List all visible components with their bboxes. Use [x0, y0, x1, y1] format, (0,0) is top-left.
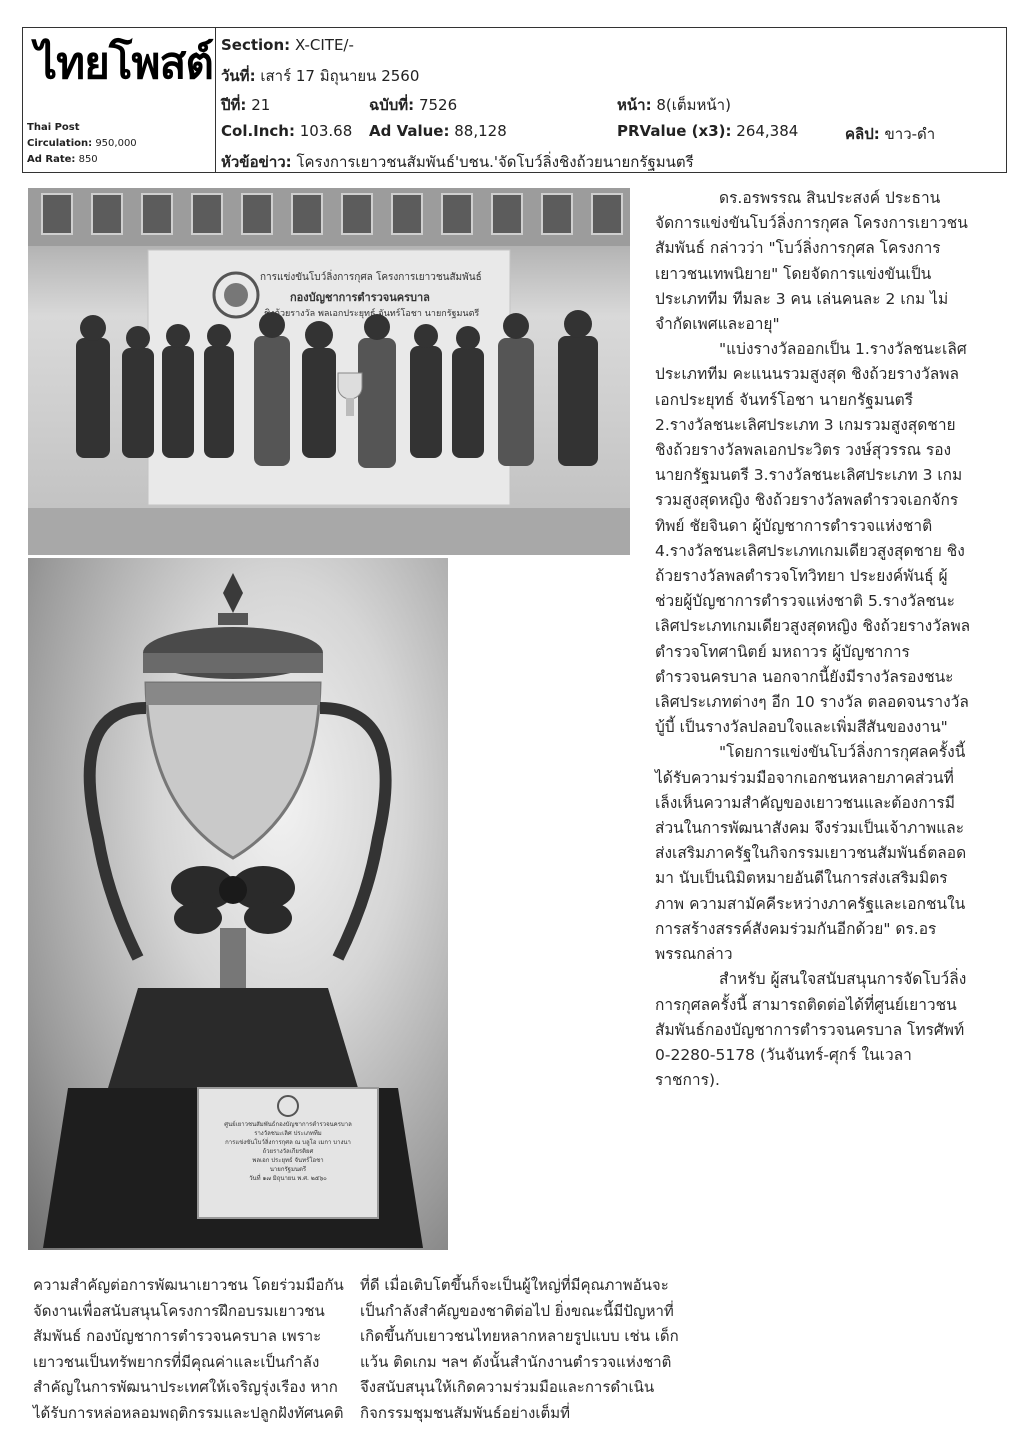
- article-paragraph: ที่ดี เมื่อเติบโตขึ้นก็จะเป็นผู้ใหญ่ที่มีคุณภาพอันจะเป็นกำลังสำคัญของชาติต่อไป ยิ่งขณะนี้มีปัญหาที่เกิดขึ้นกับเยาวชนไทยหลากหลายรูปแบบ เช่น เด็กแว้น ติดเกม ฯลฯ ดังนั้นสำนักงานตำรวจแห่งชาติจึงสนับสนุนให้เกิดความร่วมมือและการดำเนินกิจกรรมชุมชนสัมพันธ์อย่างเต็มที่: [360, 1276, 679, 1422]
- plaque-line-7: วันที่ ๑๗ มิถุนายน พ.ศ. ๒๕๖๐: [249, 1175, 327, 1182]
- date-label: วันที่:: [221, 67, 256, 85]
- circulation-label: Circulation:: [27, 138, 93, 149]
- year-label: ปีที่:: [221, 96, 247, 114]
- colinch-label: Col.Inch:: [221, 122, 295, 140]
- plaque-line-5: พลเอก ประยุทธ์ จันทร์โอชา: [252, 1157, 324, 1164]
- newspaper-logo: ไทยโพสต์: [35, 38, 213, 89]
- ad-rate-value: 850: [78, 154, 98, 165]
- prvalue-label: PRValue (x3):: [617, 122, 732, 140]
- clipping-metadata: [221, 34, 1006, 172]
- clip-label: คลิป:: [845, 125, 880, 143]
- headline-value: โครงการเยาวชนสัมพันธ์'บชน.'จัดโบว์ลิ่งชิงถ้วยนายกรัฐมนตรี: [296, 153, 694, 171]
- headline-row: [221, 150, 694, 174]
- article-bottom-left: [33, 1273, 345, 1426]
- advalue-value: 88,128: [454, 122, 507, 140]
- date-value: เสาร์ 17 มิถุนายน 2560: [260, 67, 420, 85]
- plaque-line-2: รางวัลชนะเลิศ ประเภททีม: [254, 1130, 322, 1137]
- banner-line-1: การแข่งขันโบว์ลิ่งการกุศล โครงการเยาวชนสัมพันธ์: [260, 272, 482, 283]
- banner-line-2: กองบัญชาการตำรวจนครบาล: [290, 291, 430, 304]
- ad-rate-label: Ad Rate:: [27, 154, 76, 165]
- article-paragraph: สำหรับ ผู้สนใจสนับสนุนการจัดโบว์ลิ่งการกุศลครั้งนี้ สามารถติดต่อได้ที่ศูนย์เยาวชนสัมพันธ์กองบัญชาการตำรวจนครบาล โทรศัพท์ 0-2280-5178 (วันจันทร์-ศุกร์ ในเวลาราชการ).: [655, 970, 967, 1090]
- article-paragraph: "โดยการแข่งขันโบว์ลิ่งการกุศลครั้งนี้ได้รับความร่วมมือจากเอกชนหลายภาคส่วนที่เล็งเห็นความสำคัญของเยาวชนและต้องการมีส่วนในการพัฒนาสังคม จึงร่วมเป็นเจ้าภาพและส่งเสริมภาครัฐในกิจกรรมเยาวชนสัมพันธ์ตลอดมา นับเป็นนิมิตหมายอันดีในการส่งเสริมมิตรภาพ ความสามัคคีระหว่างภาครัฐและเอกชนในการสร้างสรรค์สังคมร่วมกันอีกด้วย" ดร.อรพรรณกล่าว: [655, 743, 967, 964]
- plaque-line-4: ถ้วยรางวัลเกียรติยศ: [262, 1148, 314, 1155]
- plaque-line-1: ศูนย์เยาวชนสัมพันธ์กองบัญชาการตำรวจนครบาล: [224, 1121, 352, 1128]
- page-value: 8(เต็มหน้า): [656, 96, 731, 114]
- group-photo: [28, 188, 630, 555]
- trophy-plaque: [202, 1120, 374, 1183]
- issue-value: 7526: [418, 96, 458, 114]
- circulation-value: 950,000: [95, 138, 137, 149]
- section-value: X-CITE/-: [294, 36, 354, 54]
- advalue-label: Ad Value:: [369, 122, 450, 140]
- plaque-line-3: การแข่งขันโบว์ลิ่งการกุศล ณ บลูโอ เมกา บางนา: [225, 1139, 351, 1146]
- circulation: [27, 138, 137, 149]
- section-label: Section:: [221, 36, 291, 54]
- section-row: [221, 36, 354, 54]
- banner-line-3: ชิงถ้วยรางวัล พลเอกประยุทธ์ จันทร์โอชา นายกรัฐมนตรี: [264, 309, 480, 319]
- plaque-line-6: นายกรัฐมนตรี: [269, 1166, 307, 1173]
- ad-rate: [27, 154, 98, 165]
- article-paragraph: "แบ่งรางวัลออกเป็น 1.รางวัลชนะเลิศประเภททีม คะแนนรวมสูงสุด ชิงถ้วยรางวัลพลเอกประยุทธ์ จันทร์โอชา นายกรัฐมนตรี 2.รางวัลชนะเลิศประเภท 3 เกมรวมสูงสุดชาย ชิงถ้วยรางวัลพลเอกประวิตร วงษ์สุวรรณ รองนายกรัฐมนตรี 3.รางวัลชนะเลิศประเภท 3 เกมรวมสูงสุดหญิง ชิงถ้วยรางวัลพลตำรวจเอกจักรทิพย์ ชัยจินดา ผู้บัญชาการตำรวจแห่งชาติ 4.รางวัลชนะเลิศประเภทเกมเดียวสูงสุดชาย ชิงถ้วยรางวัลพลตำรวจโทวิทยา ประยงค์พันธุ์ ผู้ช่วยผู้บัญชาการตำรวจแห่งชาติ 5.รางวัลชนะเลิศประเภทเกมเดียวสูงสุดหญิง ชิงถ้วยรางวัลพลตำรวจโทศานิตย์ มหถาวร ผู้บัญชาการตำรวจนครบาล นอกจากนี้ยังมีรางวัลรองชนะเลิศประเภทต่างๆ อีก 10 รางวัล ตลอดจนรางวัลบู้บี้ เป็นรางวัลปลอบใจและเพิ่มสีสันของงาน": [655, 340, 971, 737]
- trophy-photo: [28, 558, 448, 1250]
- article-right-column: [655, 186, 975, 1093]
- clip-value: ขาว-ดำ: [884, 125, 936, 143]
- colinch-value: 103.68: [299, 122, 353, 140]
- group-photo-graphic: [28, 188, 630, 555]
- publication-info: [23, 28, 216, 172]
- headline-label: หัวข้อข่าว:: [221, 153, 292, 171]
- prvalue-value: 264,384: [736, 122, 799, 140]
- date-row: [221, 64, 419, 88]
- article-paragraph: ดร.อรพรรณ สินประสงค์ ประธานจัดการแข่งขันโบว์ลิ่งการกุศล โครงการเยาวชนสัมพันธ์ กล่าวว่า "โบว์ลิ่งการกุศล โครงการเยาวชนเทพนิยาย" โดยจัดการแข่งขันเป็นประเภททีม ทีมละ 3 คน เล่นคนละ 2 เกม ไม่จำกัดเพศและอายุ": [655, 189, 968, 334]
- year-value: 21: [251, 96, 271, 114]
- issue-label: ฉบับที่:: [369, 96, 415, 114]
- clipping-header: [22, 27, 1007, 173]
- page-label: หน้า:: [617, 96, 652, 114]
- article-paragraph: ความสำคัญต่อการพัฒนาเยาวชน โดยร่วมมือกันจัดงานเพื่อสนับสนุนโครงการฝึกอบรมเยาวชนสัมพันธ์ กองบัญชาการตำรวจนครบาล เพราะเยาวชนเป็นทรัพยากรที่มีคุณค่าและเป็นกำลังสำคัญในการพัฒนาประเทศให้เจริญรุ่งเรือง หากได้รับการหล่อหลอมพฤติกรรมและปลูกฝังทัศนคติ: [33, 1276, 344, 1422]
- article-bottom-right: [360, 1273, 680, 1426]
- publication-name: Thai Post: [27, 122, 80, 133]
